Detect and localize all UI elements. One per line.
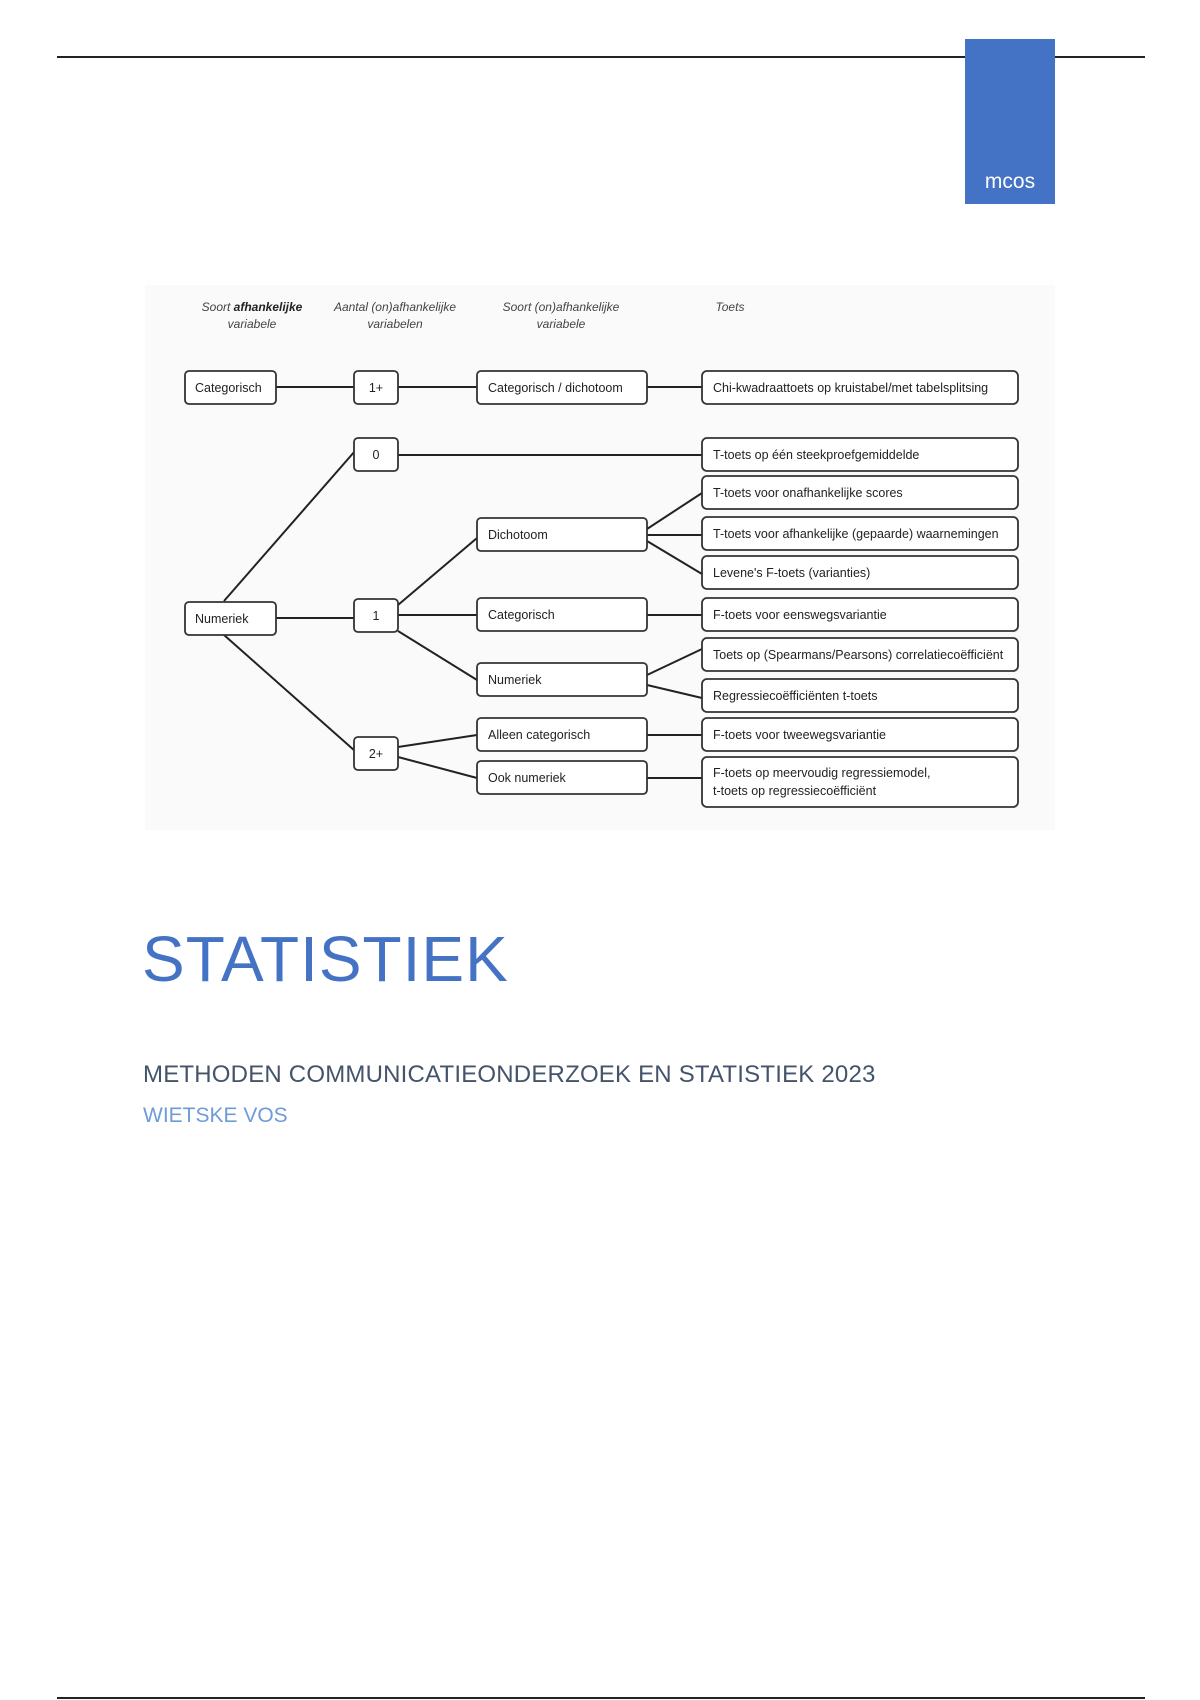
decision-diagram (145, 285, 1055, 830)
node-numeriek-2 (477, 663, 647, 696)
node-numeriek-2-label: Numeriek (488, 673, 542, 687)
node-ook-numeriek-label: Ook numeriek (488, 771, 566, 785)
test-levene-label: Levene's F-toets (varianties) (713, 566, 871, 580)
node-categorisch-2 (477, 598, 647, 631)
course-tab-label: mcos (984, 170, 1036, 193)
node-dichotoom-label: Dichotoom (488, 528, 548, 542)
course-tab (965, 39, 1055, 204)
header-col4: Toets (715, 300, 745, 314)
node-numeriek-label: Numeriek (195, 612, 249, 626)
edge-dich-onafh (647, 493, 702, 529)
node-count-0 (354, 438, 398, 471)
test-f-tweeweg (702, 718, 1018, 751)
header-col1-line2: variabele (227, 317, 277, 331)
test-t-afhankelijk-label: T-toets voor afhankelijke (gepaarde) waarnemingen (713, 527, 999, 541)
edge-1-num (398, 631, 477, 680)
edge-num-corr (647, 649, 702, 675)
test-t-een-steekproef-label: T-toets op één steekproefgemiddelde (713, 448, 920, 462)
header-col3-line1: Soort (on)afhankelijke (502, 300, 620, 314)
node-count-1 (354, 599, 398, 632)
header-col1-pre: Soort (201, 300, 234, 314)
test-chi-kwadraat (702, 371, 1018, 404)
node-count-1plus-label: 1+ (368, 381, 384, 395)
test-levene (702, 556, 1018, 589)
test-chi-kwadraat-label: Chi-kwadraattoets op kruistabel/met tabelsplitsing (713, 381, 989, 395)
node-alleen-categorisch-label: Alleen categorisch (488, 728, 591, 742)
document-title: STATISTIEK (142, 923, 509, 995)
test-f-tweeweg-label: F-toets voor tweewegsvariantie (713, 728, 886, 742)
edge-num-0 (224, 451, 355, 601)
edge-num-2plus (224, 635, 355, 751)
node-cat-dichotoom (477, 371, 647, 404)
test-t-een-steekproef (702, 438, 1018, 471)
edge-1-dich (398, 538, 477, 605)
test-t-onafhankelijk-label: T-toets voor onafhankelijke scores (713, 486, 903, 500)
test-meervoudig-regressie (702, 757, 1018, 807)
test-meervoudig-line2: t-toets op regressiecoëfficiënt (713, 784, 877, 798)
node-dichotoom (477, 518, 647, 551)
node-numeriek (185, 602, 276, 635)
document-author: WIETSKE VOS (143, 1104, 288, 1127)
node-count-2plus-label: 2+ (368, 747, 384, 761)
node-cat-dichotoom-label: Categorisch / dichotoom (488, 381, 623, 395)
test-t-afhankelijk (702, 517, 1018, 550)
test-t-onafhankelijk (702, 476, 1018, 509)
node-categorisch-2-label: Categorisch (488, 608, 555, 622)
bottom-rule (57, 1697, 1145, 1699)
node-count-1plus (354, 371, 398, 404)
test-correlatie (702, 638, 1018, 671)
node-count-1-label: 1 (372, 609, 380, 623)
header-col1 (202, 300, 303, 314)
edge-num-regr (647, 685, 702, 698)
edge-2plus-ook (398, 757, 477, 778)
decision-tree-svg (145, 285, 1055, 830)
node-alleen-categorisch (477, 718, 647, 751)
node-count-2plus (354, 737, 398, 770)
test-regressie-t (702, 679, 1018, 712)
header-col2-line1: Aantal (on)afhankelijke (333, 300, 457, 314)
test-correlatie-label: Toets op (Spearmans/Pearsons) correlatiecoëfficiënt (713, 648, 1004, 662)
document-subtitle: METHODEN COMMUNICATIEONDERZOEK EN STATISTIEK 2023 (143, 1061, 876, 1088)
test-meervoudig-line1: F-toets op meervoudig regressiemodel, (713, 766, 931, 780)
test-f-eensweg (702, 598, 1018, 631)
test-regressie-t-label: Regressiecoëfficiënten t-toets (713, 689, 878, 703)
header-col2-line2: variabelen (367, 317, 423, 331)
header-col1-bold: afhankelijke (233, 300, 303, 314)
node-ook-numeriek (477, 761, 647, 794)
edge-2plus-alleen (398, 735, 477, 747)
node-count-0-label: 0 (372, 448, 380, 462)
edge-dich-levene (647, 541, 702, 574)
header-col3-line2: variabele (536, 317, 586, 331)
test-f-eensweg-label: F-toets voor eenswegsvariantie (713, 608, 887, 622)
node-categorisch-label: Categorisch (195, 381, 262, 395)
node-categorisch (185, 371, 276, 404)
